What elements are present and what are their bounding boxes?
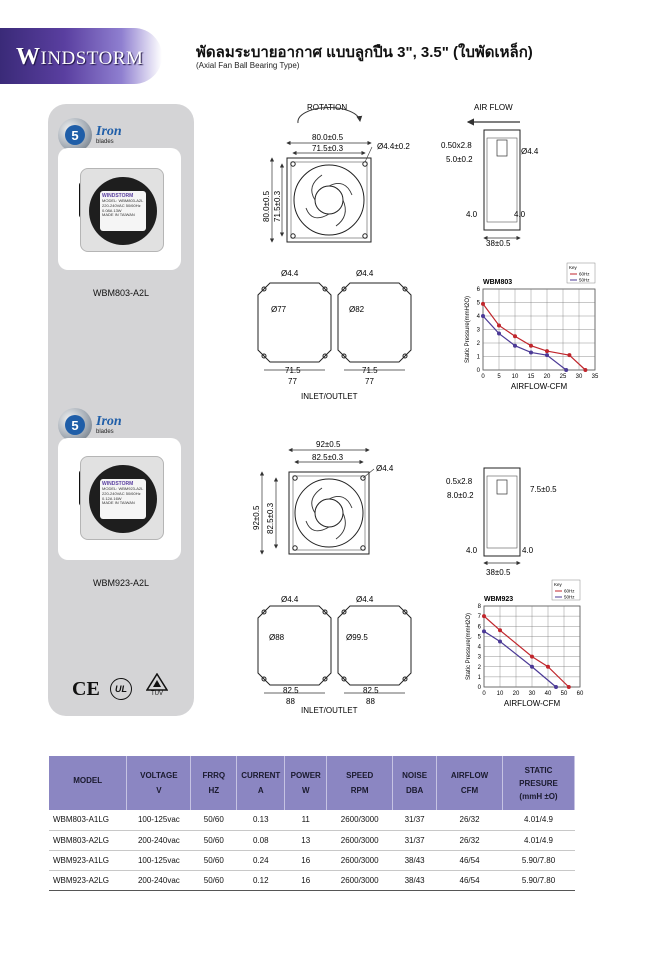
y-tick-label: 0 bbox=[476, 368, 480, 374]
table-cell: 46/54 bbox=[437, 850, 503, 870]
dimension-label: 71.5±0.3 bbox=[312, 144, 344, 153]
table-cell: 16 bbox=[285, 850, 327, 870]
five-blade-icon: 5 bbox=[58, 118, 92, 152]
table-row bbox=[49, 810, 575, 830]
table-cell: 0.24 bbox=[237, 850, 285, 870]
table-cell: WBM923-A1LG bbox=[49, 850, 127, 870]
legend-entry: 60Hz bbox=[579, 271, 590, 277]
data-point bbox=[481, 302, 485, 306]
dimension-label: 82.5 bbox=[283, 686, 299, 695]
data-point bbox=[513, 344, 517, 348]
side-view-wbm803 bbox=[441, 130, 539, 248]
y-tick-label: 2 bbox=[477, 664, 481, 671]
data-point bbox=[554, 685, 558, 689]
x-tick-label: 25 bbox=[559, 374, 567, 380]
table-cell: 16 bbox=[285, 870, 327, 890]
data-point bbox=[564, 368, 568, 372]
y-tick-label: 0 bbox=[477, 685, 481, 691]
dimension-label: Ø4.4±0.2 bbox=[377, 142, 410, 151]
table-cell: 31/37 bbox=[393, 810, 437, 830]
front-view-wbm923 bbox=[252, 440, 394, 554]
series-line-60Hz bbox=[484, 616, 569, 687]
x-tick-label: 60 bbox=[576, 691, 584, 697]
table-cell: 0.08 bbox=[237, 830, 285, 850]
table-cell: 0.13 bbox=[237, 810, 285, 830]
dimension-label: Ø4.4 bbox=[356, 269, 374, 278]
front-view-wbm803 bbox=[262, 133, 410, 242]
fan-photo-wbm923: WINDSTORM MODEL: WBM923-A2L 220-240VAC 50/60Hz 0.12A 16W MADE IN TAIWAN bbox=[80, 456, 164, 540]
table-cell: 2600/3000 bbox=[327, 870, 393, 890]
x-tick-label: 30 bbox=[528, 691, 536, 697]
col-header-model: MODEL bbox=[49, 756, 127, 810]
dimension-label: 82.5±0.3 bbox=[266, 502, 275, 534]
inlet-outlet-wbm803 bbox=[258, 269, 411, 401]
table-cell: 100-125vac bbox=[127, 810, 191, 830]
product-caption: WBM923-A2L bbox=[92, 578, 150, 588]
inlet-outlet-label: INLET/OUTLET bbox=[301, 392, 358, 401]
dimension-label: 82.5±0.3 bbox=[312, 453, 344, 462]
airflow-label: AIR FLOW bbox=[474, 103, 513, 112]
y-tick-label: 1 bbox=[477, 674, 481, 681]
data-point bbox=[567, 353, 571, 357]
table-row bbox=[49, 870, 575, 890]
dimension-label: 5.0±0.2 bbox=[446, 155, 473, 164]
x-tick-label: 10 bbox=[511, 374, 519, 380]
dimension-label: 77 bbox=[365, 377, 374, 386]
legend-title: Key bbox=[554, 582, 562, 587]
dimension-label: 92±0.5 bbox=[252, 505, 261, 530]
dimension-label: 38±0.5 bbox=[486, 239, 511, 248]
data-point bbox=[497, 323, 501, 327]
data-point bbox=[545, 353, 549, 357]
dimension-label: Ø77 bbox=[271, 305, 287, 314]
data-point bbox=[513, 334, 517, 338]
col-header-power: POWER W bbox=[285, 756, 327, 810]
data-point bbox=[481, 314, 485, 318]
dimension-label: 4.0 bbox=[466, 546, 478, 555]
y-tick-label: 4 bbox=[477, 644, 481, 651]
badge-word: Iron bbox=[96, 414, 122, 429]
x-tick-label: 35 bbox=[591, 374, 599, 380]
table-cell: 38/43 bbox=[393, 870, 437, 890]
col-header-voltage: VOLTAGE V bbox=[127, 756, 191, 810]
side-view-wbm923 bbox=[446, 468, 557, 577]
dimension-label: 71.5±0.3 bbox=[273, 190, 282, 222]
table-cell: WBM803-A1LG bbox=[49, 810, 127, 830]
data-point bbox=[482, 614, 486, 618]
brand-logo: WINDSTORM bbox=[16, 44, 144, 70]
dimension-label: 0.50x2.8 bbox=[441, 141, 472, 150]
dimension-label: 77 bbox=[288, 377, 297, 386]
x-tick-label: 30 bbox=[575, 374, 583, 380]
dimension-label: 88 bbox=[286, 697, 295, 706]
x-tick-label: 0 bbox=[482, 691, 486, 697]
table-cell: 11 bbox=[285, 810, 327, 830]
data-point bbox=[567, 685, 571, 689]
data-point bbox=[546, 665, 550, 669]
col-header-current: CURRENT A bbox=[237, 756, 285, 810]
spec-header-row bbox=[49, 756, 575, 810]
table-cell: WBM923-A2LG bbox=[49, 870, 127, 890]
chart-title: WBM803 bbox=[483, 279, 513, 286]
badge-sub: blades bbox=[96, 429, 114, 435]
x-axis-label: AIRFLOW-CFM bbox=[503, 699, 561, 708]
x-tick-label: 20 bbox=[543, 374, 551, 380]
dimension-label: 4.0 bbox=[522, 546, 534, 555]
product-caption: WBM803-A2L bbox=[92, 288, 150, 298]
y-tick-label: 3 bbox=[477, 654, 481, 661]
table-cell: 200-240vac bbox=[127, 830, 191, 850]
table-cell: 26/32 bbox=[437, 810, 503, 830]
y-tick-label: 4 bbox=[476, 314, 480, 320]
pressure-chart-wbm923 bbox=[466, 580, 584, 708]
data-point bbox=[529, 350, 533, 354]
y-tick-label: 1 bbox=[476, 354, 480, 361]
data-point bbox=[529, 344, 533, 348]
x-tick-label: 10 bbox=[496, 691, 504, 697]
col-header-speed: SPEED RPM bbox=[327, 756, 393, 810]
legend-title: Key bbox=[569, 265, 577, 270]
y-tick-label: 2 bbox=[476, 341, 480, 347]
y-tick-label: 5 bbox=[476, 300, 480, 307]
table-cell: 2600/3000 bbox=[327, 850, 393, 870]
series-line-60Hz bbox=[483, 304, 585, 370]
data-point bbox=[498, 639, 502, 643]
x-axis-label: AIRFLOW-CFM bbox=[510, 382, 568, 391]
legend-entry: 60Hz bbox=[564, 588, 575, 594]
table-cell: 50/60 bbox=[191, 810, 237, 830]
dimension-label: 80.0±0.5 bbox=[312, 133, 344, 142]
dimension-label: Ø4.4 bbox=[521, 147, 539, 156]
table-cell: WBM803-A2LG bbox=[49, 830, 127, 850]
data-point bbox=[497, 332, 501, 336]
table-row bbox=[49, 850, 575, 870]
dimension-label: 0.5x2.8 bbox=[446, 477, 473, 486]
y-tick-label: 3 bbox=[476, 327, 480, 334]
badge-word: Iron bbox=[96, 124, 122, 139]
x-tick-label: 50 bbox=[560, 691, 568, 697]
dimension-label: 88 bbox=[366, 697, 375, 706]
table-cell: 2600/3000 bbox=[327, 830, 393, 850]
x-tick-label: 15 bbox=[527, 374, 535, 380]
y-tick-label: 7 bbox=[477, 614, 481, 621]
col-header-noise: NOISE DBA bbox=[393, 756, 437, 810]
dimension-label: 38±0.5 bbox=[486, 568, 511, 577]
dimension-label: 8.0±0.2 bbox=[447, 491, 474, 500]
dimension-label: Ø4.4 bbox=[281, 595, 299, 604]
data-point bbox=[530, 655, 534, 659]
dimension-label: Ø88 bbox=[269, 633, 285, 642]
y-tick-label: 6 bbox=[477, 624, 481, 631]
data-point bbox=[583, 368, 587, 372]
dimension-label: 92±0.5 bbox=[316, 440, 341, 449]
dimension-label: 71.5 bbox=[285, 366, 301, 375]
dimension-label: 82.5 bbox=[363, 686, 379, 695]
dimension-label: 4.0 bbox=[466, 210, 478, 219]
x-tick-label: 20 bbox=[512, 691, 520, 697]
legend-entry: 50Hz bbox=[564, 594, 575, 600]
y-axis-label: Static Pressure(mmH2O) bbox=[466, 612, 472, 681]
dimension-label: Ø4.4 bbox=[356, 595, 374, 604]
inlet-outlet-wbm923 bbox=[258, 595, 411, 715]
x-tick-label: 5 bbox=[497, 374, 501, 380]
dimension-label: 80.0±0.5 bbox=[262, 190, 271, 222]
data-point bbox=[545, 349, 549, 353]
table-cell: 4.01/4.9 bbox=[503, 830, 575, 850]
data-point bbox=[482, 629, 486, 633]
dimension-label: 4.0 bbox=[514, 210, 526, 219]
table-cell: 13 bbox=[285, 830, 327, 850]
dimension-label: Ø99.5 bbox=[346, 633, 368, 642]
x-tick-label: 40 bbox=[544, 691, 552, 697]
dimension-label: 7.5±0.5 bbox=[530, 485, 557, 494]
y-tick-label: 8 bbox=[477, 604, 481, 610]
y-tick-label: 6 bbox=[476, 287, 480, 293]
legend-entry: 50Hz bbox=[579, 277, 590, 283]
pressure-chart-wbm803 bbox=[465, 263, 599, 391]
table-cell: 2600/3000 bbox=[327, 810, 393, 830]
x-tick-label: 0 bbox=[481, 374, 485, 380]
table-cell: 31/37 bbox=[393, 830, 437, 850]
dimension-label: Ø4.4 bbox=[376, 464, 394, 473]
page-subtitle: (Axial Fan Ball Bearing Type) bbox=[196, 61, 300, 70]
fan-photo-wbm803: WINDSTORM MODEL: WBM803-A2L 220-240VAC 50/60Hz 0.08A 13W MADE IN TAIWAN bbox=[80, 168, 164, 252]
ul-mark-icon: UL bbox=[110, 678, 132, 700]
col-header-airflow: AIRFLOW CFM bbox=[437, 756, 503, 810]
table-cell: 200-240vac bbox=[127, 870, 191, 890]
table-cell: 50/60 bbox=[191, 870, 237, 890]
table-cell: 5.90/7.80 bbox=[503, 870, 575, 890]
series-line-50Hz bbox=[484, 631, 556, 687]
table-cell: 46/54 bbox=[437, 870, 503, 890]
ce-mark-icon: CE bbox=[72, 678, 100, 700]
data-point bbox=[498, 628, 502, 632]
table-row bbox=[49, 830, 575, 850]
table-cell: 100-125vac bbox=[127, 850, 191, 870]
dimension-label: 71.5 bbox=[362, 366, 378, 375]
inlet-outlet-label: INLET/OUTLET bbox=[301, 706, 358, 715]
table-cell: 5.90/7.80 bbox=[503, 850, 575, 870]
rotation-label: ROTATION bbox=[307, 103, 348, 112]
table-cell: 50/60 bbox=[191, 850, 237, 870]
five-blade-icon: 5 bbox=[58, 408, 92, 442]
data-point bbox=[530, 665, 534, 669]
col-header-static-pressure: STATIC PRESURE (mmH ±O) bbox=[503, 756, 575, 810]
table-cell: 0.12 bbox=[237, 870, 285, 890]
table-cell: 38/43 bbox=[393, 850, 437, 870]
chart-title: WBM923 bbox=[484, 596, 514, 603]
dimension-label: Ø82 bbox=[349, 305, 365, 314]
y-tick-label: 5 bbox=[477, 634, 481, 641]
table-cell: 50/60 bbox=[191, 830, 237, 850]
badge-sub: blades bbox=[96, 139, 114, 145]
y-axis-label: Static Pressure(mmH2O) bbox=[465, 295, 471, 364]
spec-table bbox=[49, 756, 575, 891]
tuv-mark-icon: TUV bbox=[144, 673, 170, 697]
col-header-frequency: FRRQ HZ bbox=[191, 756, 237, 810]
table-cell: 26/32 bbox=[437, 830, 503, 850]
dimension-label: Ø4.4 bbox=[281, 269, 299, 278]
page-title: พัดลมระบายอากาศ แบบลูกปืน 3", 3.5" (ใบพัดเหล็ก) bbox=[196, 44, 533, 61]
table-cell: 4.01/4.9 bbox=[503, 810, 575, 830]
